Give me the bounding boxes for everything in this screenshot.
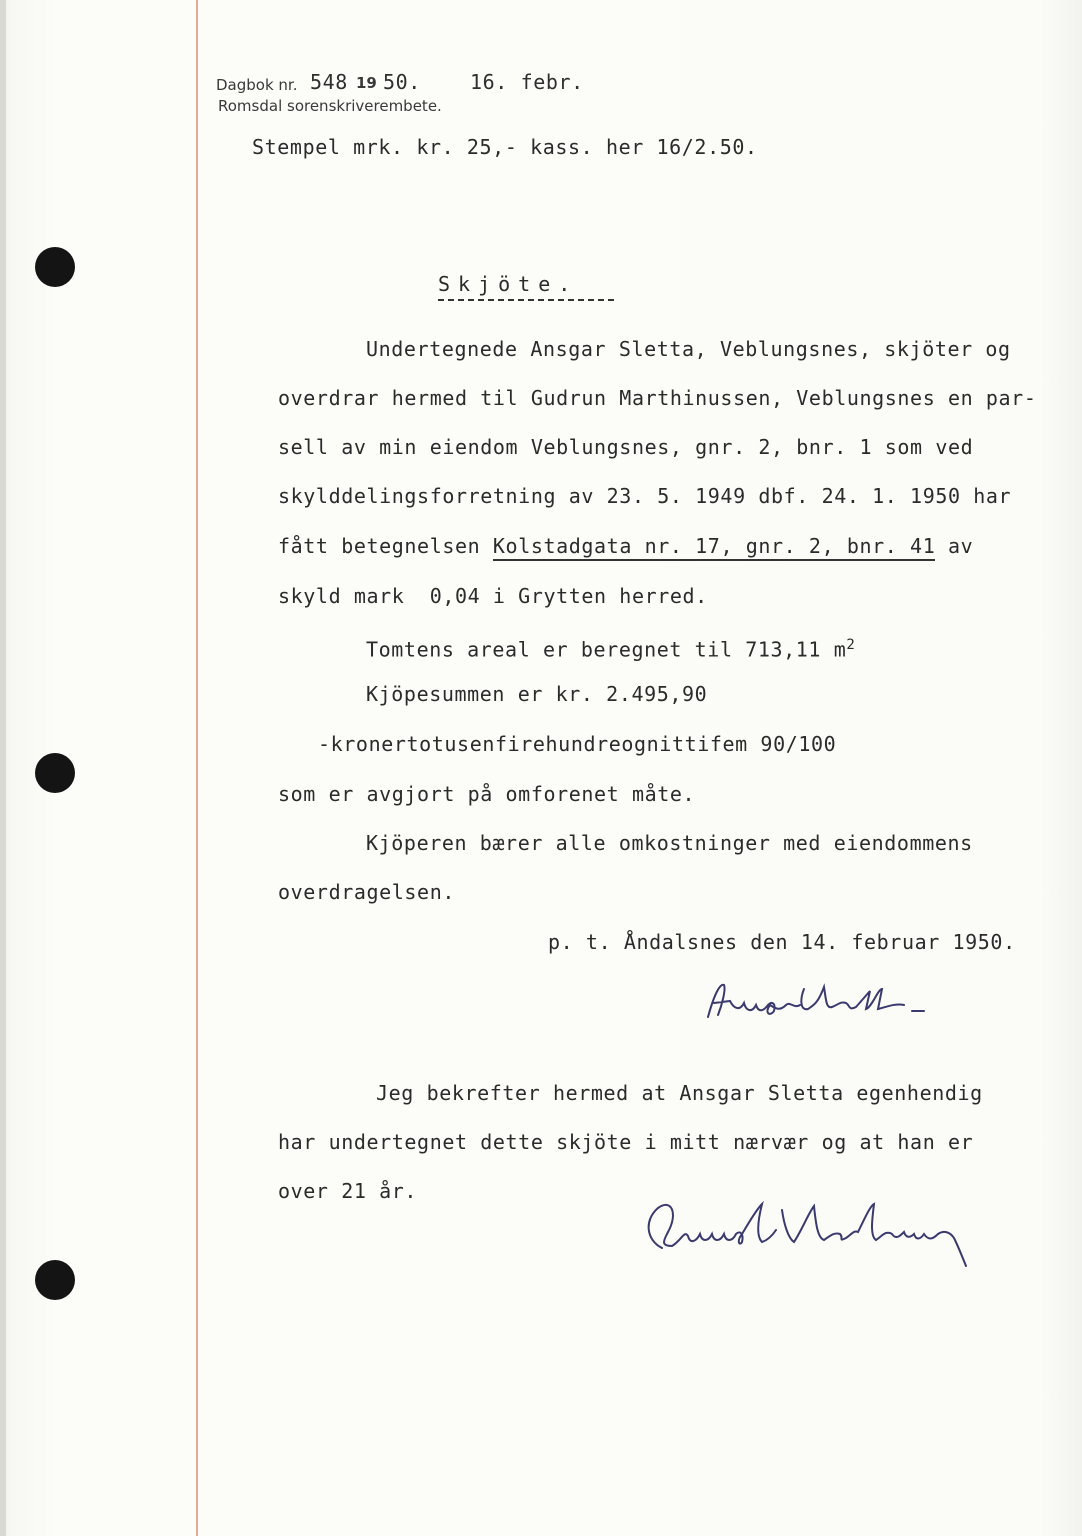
- settled-line: som er avgjort på omforenet måte.: [278, 782, 696, 806]
- stamp-year-prefix: 19: [356, 74, 377, 92]
- stamp-dagbok-number: 548: [310, 70, 348, 94]
- body-line-1: Undertegnede Ansgar Sletta, Veblungsnes, skjöter og: [366, 337, 1011, 361]
- confirm-line-2: har undertegnet dette skjöte i mitt nærvær og at han er: [278, 1130, 974, 1154]
- body-line-2: overdrar hermed til Gudrun Marthinussen, Veblungsnes en par-: [278, 386, 1037, 410]
- confirm-line-1: Jeg bekrefter hermed at Ansgar Sletta egenhendig: [376, 1081, 983, 1105]
- witness-signature: [632, 1190, 992, 1270]
- price-in-words: -kronertotusenfirehundreognittifem 90/100: [318, 732, 837, 756]
- stamp-office: Romsdal sorenskriverembete.: [218, 97, 442, 115]
- red-margin-line: [196, 0, 198, 1536]
- document-title: Skjöte.: [438, 272, 579, 296]
- costs-line-1: Kjöperen bærer alle omkostninger med eiendommens: [366, 831, 973, 855]
- area-text: Tomtens areal er beregnet til 713,11 m: [366, 637, 847, 662]
- page-edge: [0, 0, 6, 1536]
- confirm-line-3: over 21 år.: [278, 1179, 418, 1203]
- place-date-line: p. t. Åndalsnes den 14. februar 1950.: [548, 930, 1016, 954]
- punch-hole-icon: [35, 247, 75, 287]
- punch-hole-icon: [35, 753, 75, 793]
- body-line-5-prefix: fått betegnelsen: [278, 534, 493, 558]
- area-superscript: 2: [846, 637, 856, 653]
- property-designation: Kolstadgata nr. 17, gnr. 2, bnr. 41: [493, 534, 935, 561]
- stamp-date: 16. febr.: [470, 70, 584, 94]
- stamp-year-suffix: 50.: [383, 70, 421, 94]
- body-line-5-suffix: av: [935, 534, 974, 558]
- body-line-6: skyld mark 0,04 i Grytten herred.: [278, 584, 708, 608]
- title-underline: [438, 299, 614, 301]
- price-line: Kjöpesummen er kr. 2.495,90: [366, 682, 708, 706]
- seller-signature: [700, 975, 930, 1035]
- stamp-dagbok-label: Dagbok nr.: [216, 76, 298, 94]
- area-line: [366, 633, 855, 662]
- body-line-4: skylddelingsforretning av 23. 5. 1949 dbf. 24. 1. 1950 har: [278, 484, 1012, 508]
- body-line-5: [278, 534, 973, 558]
- body-line-3: sell av min eiendom Veblungsnes, gnr. 2, bnr. 1 som ved: [278, 435, 974, 459]
- punch-hole-icon: [35, 1260, 75, 1300]
- stamp-fee-line: Stempel mrk. kr. 25,- kass. her 16/2.50.: [252, 135, 758, 159]
- costs-line-2: overdragelsen.: [278, 880, 455, 904]
